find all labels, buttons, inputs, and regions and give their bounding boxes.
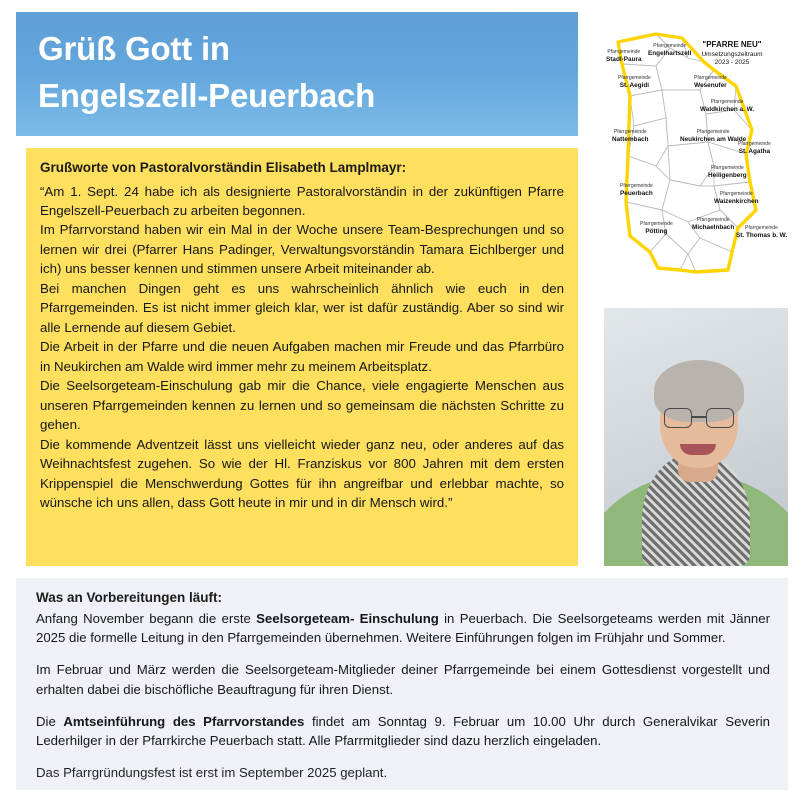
emphasis-text: Amtseinführung des Pfarrvorstandes (63, 713, 305, 729)
emphasis-text: Seelsorgeteam- Einschulung (256, 611, 439, 626)
preparations-paragraph: Anfang November begann die erste Seelsorgeteam- Einschulung in Peuerbach. Die Seelsorgeteams werden mit Jänner 2025 die formelle Leitung in den Pfarrgemeinden übernehmen. Weitere Einführungen folgen im Frühjahr und Sommer. (36, 611, 770, 646)
map-region-label (606, 50, 642, 63)
map-region-prefix: Pfarrgemeinde (613, 129, 647, 135)
page-title (38, 26, 556, 120)
map-region-label (694, 76, 727, 89)
map-region-name: Pötting (645, 227, 668, 235)
map-region-label (648, 44, 691, 57)
preparations-heading: Was an Vorbereitungen läuft: (36, 590, 223, 605)
map-region-prefix: Pfarrgemeinde (710, 165, 744, 171)
map-region-label (640, 222, 673, 235)
map-region-prefix: Pfarrgemeinde (710, 99, 744, 105)
header-banner (16, 12, 578, 136)
map-region-label (612, 130, 649, 143)
map-region-name: Stadl-Paura (606, 55, 642, 63)
glasses-lens-left (664, 408, 692, 428)
greeting-body: “Am 1. Sept. 24 habe ich als designierte Pastoralvorständin in der zukünftigen Pfarre Engelszell-Peuerbach zu arbeiten begonnen. Im Pfarrvorstand haben wir ein Mal in der Woche unsere Team-Besprechungen und so lernen wir drei (Pfarrer Hans Padinger, Verwaltungsvorständin Tamara Eichlberger und ich) uns besser kennen und stimmen unsere Arbeit miteinander ab. Bei manchen Dingen geht es uns wahrscheinlich ähnlich wie euch in den Pfarrgemeinden. Es ist nicht immer gleich klar, wer ist dafür zuständig. Aber so sind wir alle Lernende auf diesem Gebiet. Die Arbeit in der Pfarre und die neuen Aufgaben machen mir Freude und das Pfarrbüro in Neukirchen am Walde wird immer mehr zu meinem Arbeitsplatz. Die Seelsorgeteam-Einschulung gab mir die Chance, viele engagierte Menschen aus unseren Pfarrgemeinden kennen zu lernen und so gemeinsam die nächsten Schritte zu gehen. Die kommende Adventzeit lässt uns vielleicht wieder ganz neu, oder anderes auf das Weihnachtsfest zugehen. So wie der Hl. Franziskus vor 800 Jahren mit dem ersten Krippenspiel die Menschwerdung Gottes für ihn angreifbar und erlebbar machte, so wünsche ich uns allen, dass Gott heute in mir und in dir Mensch wird.” (40, 183, 564, 511)
greeting-box (26, 148, 578, 566)
map-region-prefix: Pfarrgemeinde (719, 191, 753, 197)
map-region-prefix: Pfarrgemeinde (618, 75, 651, 81)
map-subtitle: Umsetzungszeitraum 2023 - 2025 (701, 51, 763, 67)
map-region-prefix: Pfarrgemeinde (694, 75, 727, 81)
map-region-prefix: Pfarrgemeinde (640, 221, 673, 227)
greeting-title: Grußworte von Pastoralvorständin Elisabeth Lamplmayr: (40, 160, 407, 175)
map-region-name: Peuerbach (620, 189, 653, 197)
map-region-prefix: Pfarrgemeinde (696, 217, 730, 223)
map-region-prefix: Pfarrgemeinde (653, 43, 687, 49)
map-region-prefix: Pfarrgemeinde (696, 129, 730, 135)
map-region-label (700, 100, 754, 113)
map-title: "PFARRE NEU" (702, 40, 762, 49)
map-region-name: Waldkirchen a. W. (700, 105, 755, 113)
map-title-block (680, 40, 784, 67)
glasses-lens-right (706, 408, 734, 428)
map-region-name: Michaelnbach (692, 223, 735, 231)
preparations-paragraph: Die Amtseinführung des Pfarrvorstandes findet am Sonntag 9. Februar um 10.00 Uhr durch Generalvikar Severin Lederhilger in der Pfarrkirche Peuerbach statt. Alle Pfarrmitglieder sind dazu herzlich eingeladen. (36, 713, 770, 749)
map-region-name: Neukirchen am Walde (680, 135, 747, 143)
title-line-2: Engelszell-Peuerbach (38, 76, 376, 114)
map-region-name: Heiligenberg (708, 171, 747, 179)
map-region-name: Engelhartszell (648, 49, 692, 57)
map-region-label (708, 166, 747, 179)
map-region-prefix: Pfarrgemeinde (620, 183, 653, 189)
map-figure (596, 14, 788, 300)
portrait-photo (604, 308, 788, 566)
preparations-paragraphs (36, 609, 770, 782)
map-region-prefix: Pfarrgemeinde (738, 141, 771, 147)
map-region-name: St. Agatha (738, 147, 771, 155)
map-region-name: St. Aegidi (619, 81, 650, 89)
map-region-label (618, 76, 651, 89)
map-region-label (680, 130, 746, 143)
preparations-section (16, 578, 788, 790)
map-region-name: Nattembach (612, 135, 649, 143)
map-region-name: St. Thomas b. W. (736, 231, 788, 239)
map-region-label (692, 218, 734, 231)
glasses-bridge (692, 416, 706, 418)
title-line-1: Grüß Gott in (38, 30, 230, 67)
map-region-label (736, 226, 787, 239)
photo-glasses (662, 408, 736, 428)
map-region-name: Waizenkirchen (714, 197, 759, 205)
preparations-paragraph: Im Februar und März werden die Seelsorgeteam-Mitglieder deiner Pfarrgemeinde bei einem Gottesdienst vorgestellt und erhalten dabei die bischöfliche Beauftragung für ihren Dienst. (36, 662, 770, 697)
map-region-name: Wesenufer (694, 81, 727, 89)
preparations-paragraph: Das Pfarrgründungsfest ist erst im September 2025 geplant. (36, 765, 388, 781)
map-region-label (738, 142, 771, 155)
map-region-label (714, 192, 759, 205)
photo-smile (680, 444, 716, 455)
map-region-prefix: Pfarrgemeinde (745, 225, 778, 231)
map-region-label (620, 184, 653, 197)
map-region-prefix: Pfarrgemeinde (607, 49, 641, 55)
